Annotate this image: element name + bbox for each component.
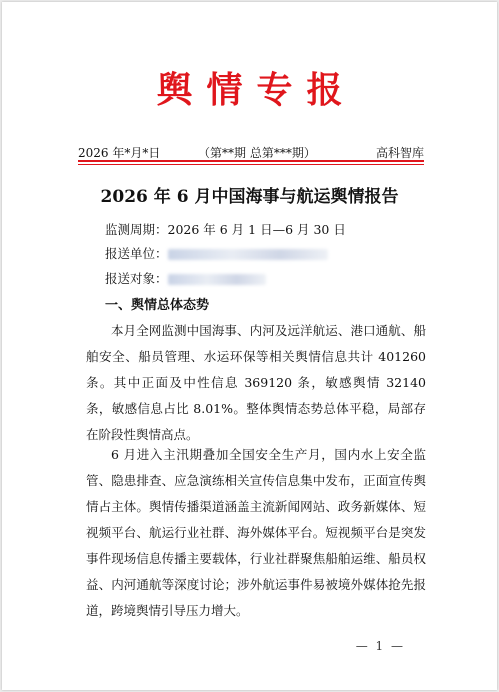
red-divider-thin <box>78 164 424 165</box>
red-divider-thick <box>78 160 424 162</box>
masthead-title: 舆情专报 <box>156 69 357 111</box>
body-paragraph: 本月全网监测中国海事、内河及远洋航运、港口通航、船舶安全、船员管理、水运环保等相关舆情信息共计 401260 条。其中正面及中性信息 369120 条，敏感舆情 32140 条，敏感信息占比 8.01%。整体舆情态势总体平稳，局部存在阶段性舆情高点。 <box>86 323 426 442</box>
issue-date: 2026 年*月*日 <box>78 146 161 160</box>
sent-to-label: 报送单位： <box>105 246 168 261</box>
document-page <box>2 2 497 690</box>
report-title: 2026 年 6 月中国海事与航运舆情报告 <box>100 187 399 207</box>
recipient-line <box>105 269 266 287</box>
sent-to-line <box>105 244 328 262</box>
redacted-text <box>168 274 266 285</box>
redacted-text <box>168 249 328 260</box>
section-heading: 一、舆情总体态势 <box>105 298 210 313</box>
page-number: — 1 — <box>355 639 405 653</box>
recipient-label: 报送对象： <box>105 271 168 286</box>
body-paragraph: 6 月进入主汛期叠加全国安全生产月，国内水上安全监管、隐患排查、应急演练相关宣传信息集中发布，正面宣传舆情占主体。舆情传播渠道涵盖主流新闻网站、政务新媒体、短视频平台、航运行业社群、海外媒体平台。短视频平台是突发事件现场信息传播主要载体，行业社群聚焦船舶运维、船员权益、内河通航等深度讨论；涉外航运事件易被境外媒体抢先报道，跨境舆情引导压力增大。 <box>86 447 426 618</box>
issue-number: （第**期 总第***期） <box>198 146 316 160</box>
publisher-name: 高科智库 <box>375 146 424 160</box>
monitoring-period: 监测周期：2026 年 6 月 1 日—6 月 30 日 <box>105 222 346 237</box>
